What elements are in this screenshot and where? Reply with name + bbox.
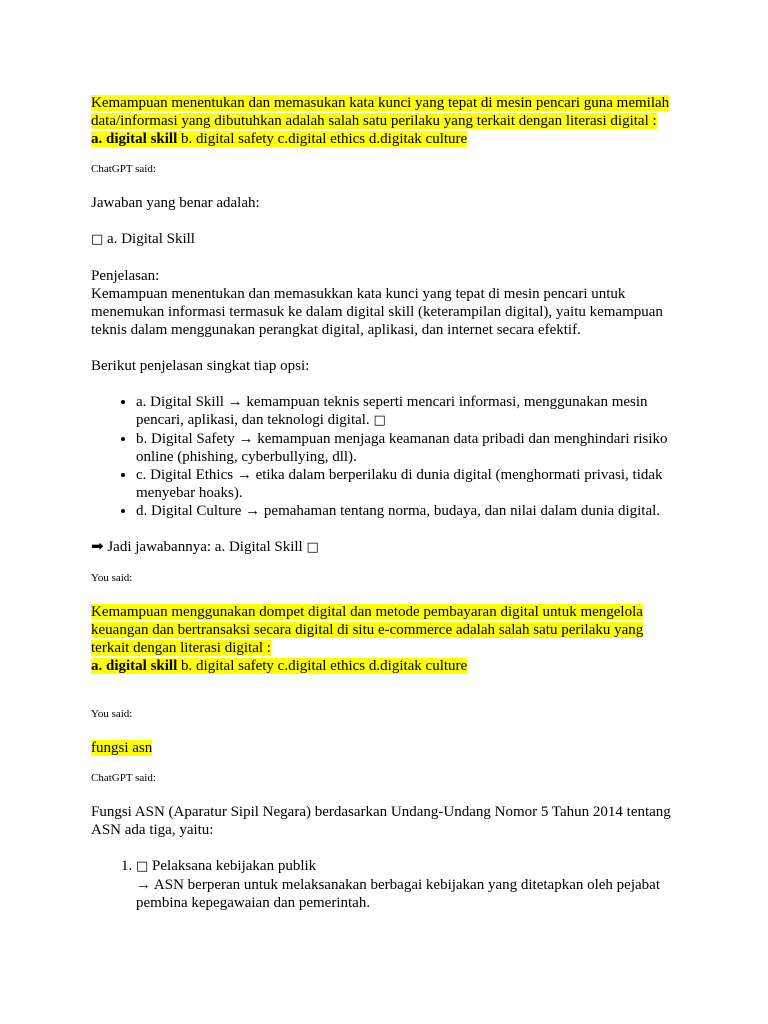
question-1-option-a: a. digital skill bbox=[91, 131, 178, 147]
question-3 bbox=[91, 739, 681, 757]
box-icon: □ bbox=[373, 413, 386, 428]
box-icon: □ bbox=[136, 859, 149, 874]
question-1 bbox=[91, 94, 681, 148]
question-2-text: Kemampuan menggunakan dompet digital dan metode pembayaran digital untuk mengelola keuangan dan bertransaksi secara digital di situ e-commerce adalah salah satu perilaku yang terkait dengan literasi digital : a. digital skill b. digital safety c.digital ethics d.digitak culture bbox=[91, 604, 644, 674]
question-3-text: fungsi asn bbox=[91, 740, 153, 756]
question-1-text: Kemampuan menentukan dan memasukan kata kunci yang tepat di mesin pencari guna memilah data/informasi yang dibutuhkan adalah salah satu perilaku yang terkait dengan literasi digital : a. digital skill b. digital safety c.digital ethics d.digitak culture bbox=[91, 95, 670, 147]
chatgpt-label: ChatGPT said: bbox=[91, 163, 156, 175]
question-2-options-rest: b. digital safety c.digital ethics d.digitak culture bbox=[177, 658, 468, 674]
you-said-label: You said: bbox=[91, 572, 133, 584]
list-item: 1. □ Pelaksana kebijakan publik → ASN berperan untuk melaksanakan berbagai kebijakan yang ditetapkan oleh pejabat pembina kepegawaian dan pemerintah. bbox=[136, 857, 681, 912]
asn-intro: Fungsi ASN (Aparatur Sipil Negara) berdasarkan Undang-Undang Nomor 5 Tahun 2014 tentang ASN ada tiga, yaitu: bbox=[91, 804, 671, 838]
explanation-title: Penjelasan: bbox=[91, 268, 160, 284]
you-said-label: You said: bbox=[91, 708, 133, 720]
options-intro: Berikut penjelasan singkat tiap opsi: bbox=[91, 358, 310, 374]
list-item: • b. Digital Safety → kemampuan menjaga keamanan data pribadi dan menghindari risiko online (phishing, cyberbullying, dll). bbox=[136, 430, 681, 466]
question-2 bbox=[91, 603, 681, 675]
list-item: • c. Digital Ethics → etika dalam berperilaku di dunia digital (menghormati privasi, tidak menyebar hoaks). bbox=[136, 466, 681, 502]
answer-line bbox=[91, 230, 681, 249]
explanation-text: Kemampuan menentukan dan memasukkan kata kunci yang tepat di mesin pencari untuk menemukan informasi termasuk ke dalam digital skill (keterampilan digital), yaitu kemampuan teknis dalam menggunakan perangkat digital, aplikasi, dan internet secara efektif. bbox=[91, 286, 663, 338]
list-item: • a. Digital Skill → kemampuan teknis seperti mencari informasi, menggunakan mesin pencari, aplikasi, dan teknologi digital. □ bbox=[136, 393, 681, 430]
arrow-icon: → bbox=[238, 431, 254, 447]
list-item: • d. Digital Culture → pemahaman tentang norma, budaya, dan nilai dalam dunia digital. bbox=[136, 502, 681, 520]
answer-text: a. Digital Skill bbox=[103, 231, 195, 247]
options-list bbox=[91, 393, 681, 520]
check-box-icon: □ bbox=[91, 232, 104, 247]
right-arrow-icon: ➡ bbox=[91, 539, 104, 555]
answer-intro: Jawaban yang benar adalah: bbox=[91, 195, 260, 211]
arrow-icon: → bbox=[136, 877, 151, 893]
chatgpt-label: ChatGPT said: bbox=[91, 772, 156, 784]
question-1-options-rest: b. digital safety c.digital ethics d.digitak culture bbox=[177, 131, 468, 147]
arrow-icon: → bbox=[236, 467, 252, 483]
arrow-icon: → bbox=[245, 503, 261, 519]
asn-functions-list bbox=[91, 857, 681, 912]
document-content bbox=[91, 94, 681, 912]
arrow-icon: → bbox=[227, 394, 243, 410]
conclusion: ➡ Jadi jawabannya: a. Digital Skill □ bbox=[91, 539, 319, 555]
box-icon: □ bbox=[306, 540, 319, 555]
question-2-option-a: a. digital skill bbox=[91, 658, 178, 674]
